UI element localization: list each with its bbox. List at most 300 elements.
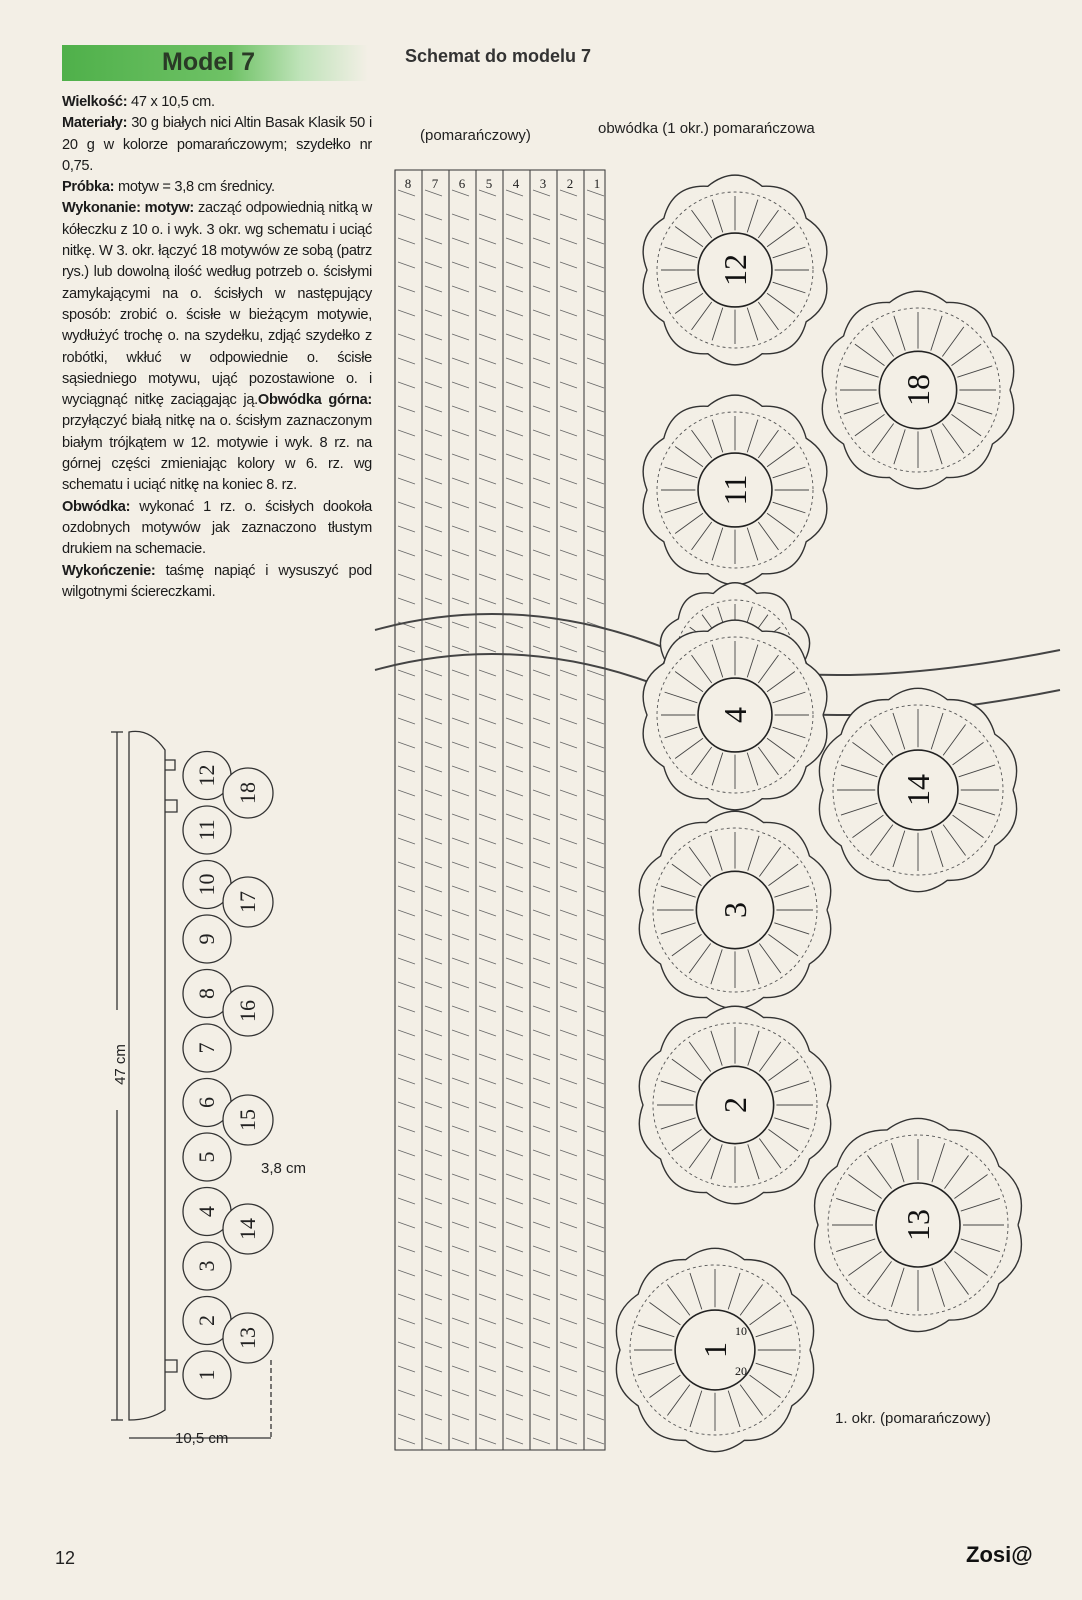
paragraph-size (62, 92, 372, 113)
svg-text:15: 15 (235, 1109, 260, 1131)
stitch-mark (452, 694, 469, 700)
row-number-5: 5 (485, 176, 493, 191)
stitch-mark (452, 550, 469, 556)
stitch-mark (560, 622, 577, 628)
stitch-mark (533, 910, 550, 916)
stitch-mark (479, 526, 496, 532)
svg-text:14: 14 (900, 774, 936, 806)
stitch-mark (587, 694, 604, 700)
stitch-mark (587, 766, 604, 772)
stitch-mark (587, 310, 604, 316)
stitch-mark (587, 1030, 604, 1036)
stitch-mark (452, 454, 469, 460)
stitch-mark (533, 646, 550, 652)
stitch-mark (506, 910, 523, 916)
stitch-mark (425, 1390, 442, 1396)
stitch-mark (398, 670, 415, 676)
stitch-mark (560, 694, 577, 700)
stitch-mark (506, 214, 523, 220)
stitch-mark (398, 1006, 415, 1012)
stitch-mark (560, 670, 577, 676)
stitch-mark (479, 1438, 496, 1444)
stitch-mark (560, 1390, 577, 1396)
orange-label: (pomarańczowy) (420, 127, 531, 144)
stitch-mark (452, 1294, 469, 1300)
stitch-mark (479, 310, 496, 316)
stitch-mark (560, 742, 577, 748)
stitch-mark (425, 502, 442, 508)
stitch-mark (587, 598, 604, 604)
stitch-mark (425, 838, 442, 844)
crochet-schematic (370, 130, 1070, 1470)
stitch-mark (425, 598, 442, 604)
small-motif-3 (183, 1242, 231, 1290)
stitch-mark (533, 1222, 550, 1228)
stitch-mark (452, 574, 469, 580)
stitch-mark (587, 1150, 604, 1156)
stitch-mark (506, 958, 523, 964)
stitch-mark (425, 862, 442, 868)
stitch-mark (479, 838, 496, 844)
stitch-mark (425, 1318, 442, 1324)
stitch-mark (398, 934, 415, 940)
stitch-mark (587, 502, 604, 508)
stitch-mark (560, 1246, 577, 1252)
stitch-mark (425, 934, 442, 940)
paragraph-border (62, 497, 372, 561)
stitch-mark (452, 1270, 469, 1276)
stitch-mark (587, 982, 604, 988)
stitch-mark (506, 1270, 523, 1276)
stitch-mark (560, 766, 577, 772)
stitch-mark (398, 1198, 415, 1204)
stitch-mark (587, 214, 604, 220)
svg-text:11: 11 (194, 819, 219, 841)
stitch-mark (398, 502, 415, 508)
stitch-mark (560, 310, 577, 316)
stitch-mark (560, 598, 577, 604)
small-motif-16 (223, 986, 273, 1036)
stitch-mark (587, 1438, 604, 1444)
stitch-mark (425, 694, 442, 700)
stitch-mark (506, 382, 523, 388)
stitch-mark (425, 1342, 442, 1348)
svg-text:18: 18 (900, 374, 936, 406)
stitch-mark (560, 1174, 577, 1180)
stitch-mark (533, 502, 550, 508)
stitch-mark (533, 1246, 550, 1252)
small-motif-18 (223, 768, 273, 818)
stitch-mark (398, 718, 415, 724)
stitch-mark (506, 526, 523, 532)
svg-text:12: 12 (194, 764, 219, 787)
svg-text:5: 5 (194, 1151, 219, 1163)
stitch-mark (587, 862, 604, 868)
width-dimension-label: 47 cm (111, 1044, 129, 1085)
stitch-mark (533, 958, 550, 964)
stitch-mark (398, 1390, 415, 1396)
stitch-mark (587, 1126, 604, 1132)
stitch-mark (398, 1366, 415, 1372)
svg-text:14: 14 (235, 1218, 260, 1240)
stitch-mark (587, 574, 604, 580)
stitch-mark (425, 238, 442, 244)
svg-text:12: 12 (717, 254, 753, 286)
stitch-mark (452, 934, 469, 940)
stitch-mark (398, 1078, 415, 1084)
stitch-mark (587, 814, 604, 820)
stitch-mark (398, 454, 415, 460)
motif-1-small-number: 10 (735, 1324, 747, 1338)
stitch-mark (533, 1414, 550, 1420)
stitch-mark (587, 1222, 604, 1228)
stitch-mark (452, 526, 469, 532)
stitch-mark (425, 910, 442, 916)
stitch-mark (452, 910, 469, 916)
stitch-mark (398, 886, 415, 892)
stitch-mark (479, 1006, 496, 1012)
stitch-mark (479, 1054, 496, 1060)
stitch-mark (560, 814, 577, 820)
stitch-mark (533, 310, 550, 316)
stitch-mark (506, 598, 523, 604)
stitch-mark (479, 646, 496, 652)
stitch-mark (533, 814, 550, 820)
stitch-mark (425, 814, 442, 820)
stitch-mark (452, 262, 469, 268)
stitch-mark (533, 1366, 550, 1372)
instructions-text (62, 92, 372, 603)
stitch-mark (506, 334, 523, 340)
stitch-mark (506, 1126, 523, 1132)
stitch-mark (533, 742, 550, 748)
stitch-mark (506, 1318, 523, 1324)
stitch-mark (452, 838, 469, 844)
stitch-mark (398, 1342, 415, 1348)
stitch-mark (587, 1318, 604, 1324)
stitch-mark (560, 1126, 577, 1132)
stitch-mark (533, 406, 550, 412)
stitch-mark (398, 1222, 415, 1228)
label-materials: Materiały: (62, 115, 128, 132)
stitch-mark (479, 622, 496, 628)
stitch-mark (560, 958, 577, 964)
stitch-mark (479, 1390, 496, 1396)
stitch-mark (398, 838, 415, 844)
stitch-mark (587, 1390, 604, 1396)
stitch-mark (506, 502, 523, 508)
stitch-mark (533, 550, 550, 556)
stitch-mark (398, 1054, 415, 1060)
stitch-mark (587, 1414, 604, 1420)
small-motif-15 (223, 1095, 273, 1145)
stitch-mark (587, 1102, 604, 1108)
motif-4 (643, 620, 827, 810)
stitch-mark (452, 814, 469, 820)
stitch-mark (398, 358, 415, 364)
stitch-mark (506, 478, 523, 484)
stitch-mark (398, 286, 415, 292)
stitch-mark (425, 622, 442, 628)
stitch-mark (479, 598, 496, 604)
stitch-mark (452, 718, 469, 724)
stitch-mark (398, 1030, 415, 1036)
stitch-mark (425, 1006, 442, 1012)
svg-text:11: 11 (717, 474, 753, 506)
stitch-mark (452, 406, 469, 412)
stitch-mark (479, 382, 496, 388)
stitch-mark (425, 406, 442, 412)
stitch-mark (506, 694, 523, 700)
stitch-mark (533, 430, 550, 436)
stitch-mark (560, 526, 577, 532)
stitch-mark (587, 1366, 604, 1372)
stitch-mark (452, 1342, 469, 1348)
stitch-mark (398, 310, 415, 316)
stitch-mark (533, 1174, 550, 1180)
stitch-mark (479, 790, 496, 796)
stitch-mark (398, 1150, 415, 1156)
stitch-mark (479, 286, 496, 292)
svg-text:13: 13 (235, 1327, 260, 1349)
stitch-mark (506, 1246, 523, 1252)
stitch-mark (479, 958, 496, 964)
stitch-mark (452, 1006, 469, 1012)
stitch-mark (425, 382, 442, 388)
stitch-mark (452, 1078, 469, 1084)
stitch-mark (452, 1438, 469, 1444)
motif-1-small-number: 20 (735, 1364, 747, 1378)
stitch-mark (560, 334, 577, 340)
stitch-mark (560, 1198, 577, 1204)
stitch-mark (452, 238, 469, 244)
stitch-mark (533, 214, 550, 220)
svg-text:18: 18 (235, 782, 260, 804)
stitch-mark (506, 406, 523, 412)
stitch-mark (587, 430, 604, 436)
stitch-mark (560, 1078, 577, 1084)
stitch-mark (479, 334, 496, 340)
stitch-mark (425, 430, 442, 436)
stitch-mark (398, 598, 415, 604)
stitch-mark (587, 838, 604, 844)
stitch-mark (452, 382, 469, 388)
stitch-mark (560, 1318, 577, 1324)
motif-11 (643, 395, 827, 585)
stitch-mark (425, 1246, 442, 1252)
stitch-mark (533, 238, 550, 244)
stitch-mark (452, 334, 469, 340)
stitch-mark (533, 1054, 550, 1060)
stitch-mark (425, 790, 442, 796)
stitch-mark (506, 550, 523, 556)
stitch-mark (452, 622, 469, 628)
stitch-mark (398, 406, 415, 412)
row-number-8: 8 (404, 176, 412, 191)
stitch-mark (452, 862, 469, 868)
stitch-mark (479, 1342, 496, 1348)
stitch-mark (398, 430, 415, 436)
stitch-mark (398, 550, 415, 556)
signature: Zosi@ (966, 1542, 1033, 1567)
stitch-mark (533, 526, 550, 532)
stitch-mark (425, 670, 442, 676)
stitch-mark (533, 790, 550, 796)
stitch-mark (398, 262, 415, 268)
stitch-mark (506, 1174, 523, 1180)
stitch-mark (560, 1102, 577, 1108)
stitch-mark (587, 790, 604, 796)
stitch-mark (560, 1006, 577, 1012)
stitch-mark (587, 478, 604, 484)
stitch-mark (560, 1294, 577, 1300)
stitch-mark (398, 334, 415, 340)
small-motif-5 (183, 1133, 231, 1181)
stitch-mark (425, 1174, 442, 1180)
small-motif-11 (183, 806, 231, 854)
stitch-mark (425, 1414, 442, 1420)
stitch-mark (425, 478, 442, 484)
stitch-mark (560, 238, 577, 244)
stitch-mark (398, 1438, 415, 1444)
stitch-mark (452, 1150, 469, 1156)
stitch-mark (533, 934, 550, 940)
svg-text:3: 3 (194, 1260, 219, 1272)
stitch-mark (479, 910, 496, 916)
row-number-6: 6 (458, 176, 466, 191)
stitch-mark (479, 670, 496, 676)
text-execution: zacząć odpowiednią nitką w kółeczku z 10 o. i wyk. 3 okr. wg schematu i uciąć nitkę. W 3. okr. łączyć 18 motywów ze sobą (patrz rys.) lub dowolną ilość według potrzeb o. ścisłymi zamykającymi na o. ścisłych w następujący sposób: zrobić o. ścisłe w bieżącym motywie, wydłużyć trochę o. na szydełku, zdjąć szydełko z robótki, wkłuć w odpowiednie o. ścisłe sąsiedniego motywu, ująć pozostawione o. i wyciągnąć nitkę zaciągając ją. (62, 200, 373, 409)
text-size: 47 x 10,5 cm. (127, 94, 215, 110)
stitch-mark (452, 214, 469, 220)
stitch-mark (587, 1174, 604, 1180)
stitch-mark (452, 1102, 469, 1108)
stitch-mark (560, 838, 577, 844)
stitch-mark (479, 766, 496, 772)
stitch-mark (506, 1030, 523, 1036)
svg-text:3: 3 (717, 902, 753, 918)
stitch-mark (506, 1294, 523, 1300)
motif-2 (639, 1006, 830, 1203)
stitch-mark (452, 670, 469, 676)
svg-text:16: 16 (235, 1000, 260, 1022)
stitch-mark (533, 1078, 550, 1084)
stitch-mark (506, 790, 523, 796)
stitch-mark (560, 214, 577, 220)
stitch-mark (452, 646, 469, 652)
stitch-mark (425, 526, 442, 532)
row-number-1: 1 (593, 176, 601, 191)
stitch-mark (398, 238, 415, 244)
stitch-mark (533, 1198, 550, 1204)
label-finishing: Wykończenie: (62, 562, 156, 579)
stitch-mark (560, 718, 577, 724)
stitch-mark (479, 574, 496, 580)
stitch-mark (452, 1222, 469, 1228)
stitch-mark (425, 262, 442, 268)
text-top-border: przyłączyć białą nitkę na o. ścisłym zaznaczonym białym trójkątem w 12. motywie i wyk. 8 rz. na górnej części zmieniając kolory w 6. rz. wg schematu i uciąć nitkę na koniec 8. rz. (62, 413, 372, 494)
stitch-mark (560, 982, 577, 988)
stitch-mark (425, 334, 442, 340)
text-materials: 30 g białych nici Altin Basak Klasik 50 i 20 g w kolorze pomarańczowym; szydełko nr 0,75. (62, 115, 372, 174)
stitch-mark (425, 1198, 442, 1204)
stitch-mark (479, 1318, 496, 1324)
paragraph-finishing (62, 561, 372, 604)
stitch-mark (560, 454, 577, 460)
stitch-mark (452, 598, 469, 604)
text-border: wykonać 1 rz. o. ścisłych dookoła ozdobnych motywów jak zaznaczono tłustym drukiem na schemacie. (62, 498, 372, 558)
stitch-mark (425, 1054, 442, 1060)
stitch-mark (452, 1318, 469, 1324)
stitch-mark (398, 1414, 415, 1420)
stitch-mark (452, 958, 469, 964)
stitch-mark (425, 1102, 442, 1108)
stitch-mark (560, 646, 577, 652)
stitch-mark (506, 622, 523, 628)
stitch-mark (479, 1366, 496, 1372)
stitch-mark (533, 478, 550, 484)
stitch-mark (506, 1342, 523, 1348)
stitch-mark (425, 214, 442, 220)
row-number-7: 7 (431, 176, 439, 191)
stitch-mark (452, 1198, 469, 1204)
paragraph-materials (62, 113, 372, 177)
stitch-mark (425, 982, 442, 988)
stitch-mark (452, 1174, 469, 1180)
stitch-mark (425, 1294, 442, 1300)
stitch-mark (479, 1222, 496, 1228)
stitch-mark (560, 1366, 577, 1372)
stitch-mark (560, 478, 577, 484)
text-sample: motyw = 3,8 cm średnicy. (114, 179, 275, 196)
stitch-mark (533, 862, 550, 868)
stitch-mark (506, 838, 523, 844)
stitch-mark (425, 310, 442, 316)
row-number-4: 4 (512, 176, 520, 191)
stitch-mark (479, 982, 496, 988)
stitch-mark (506, 1078, 523, 1084)
svg-text:2: 2 (717, 1097, 753, 1113)
small-motif-7 (183, 1024, 231, 1072)
stitch-mark (560, 1438, 577, 1444)
stitch-mark (452, 886, 469, 892)
paragraph-sample (62, 177, 372, 198)
svg-text:1: 1 (697, 1342, 733, 1358)
stitch-mark (479, 238, 496, 244)
svg-text:9: 9 (194, 933, 219, 945)
stitch-mark (533, 982, 550, 988)
stitch-mark (560, 430, 577, 436)
stitch-mark (506, 1054, 523, 1060)
stitch-mark (587, 1246, 604, 1252)
svg-text:1: 1 (194, 1369, 219, 1381)
stitch-mark (398, 1102, 415, 1108)
stitch-mark (506, 934, 523, 940)
stitch-mark (398, 1246, 415, 1252)
stitch-mark (452, 1246, 469, 1252)
stitch-mark (479, 1294, 496, 1300)
model-title-bar (62, 45, 368, 81)
stitch-mark (479, 550, 496, 556)
stitch-mark (560, 406, 577, 412)
stitch-mark (560, 886, 577, 892)
motif-14 (819, 688, 1016, 891)
stitch-mark (479, 1198, 496, 1204)
stitch-mark (398, 814, 415, 820)
stitch-mark (398, 526, 415, 532)
label-sample: Próbka: (62, 179, 115, 196)
text-finishing: taśmę napiąć i wysuszyć pod wilgotnymi ściereczkami. (62, 562, 372, 600)
